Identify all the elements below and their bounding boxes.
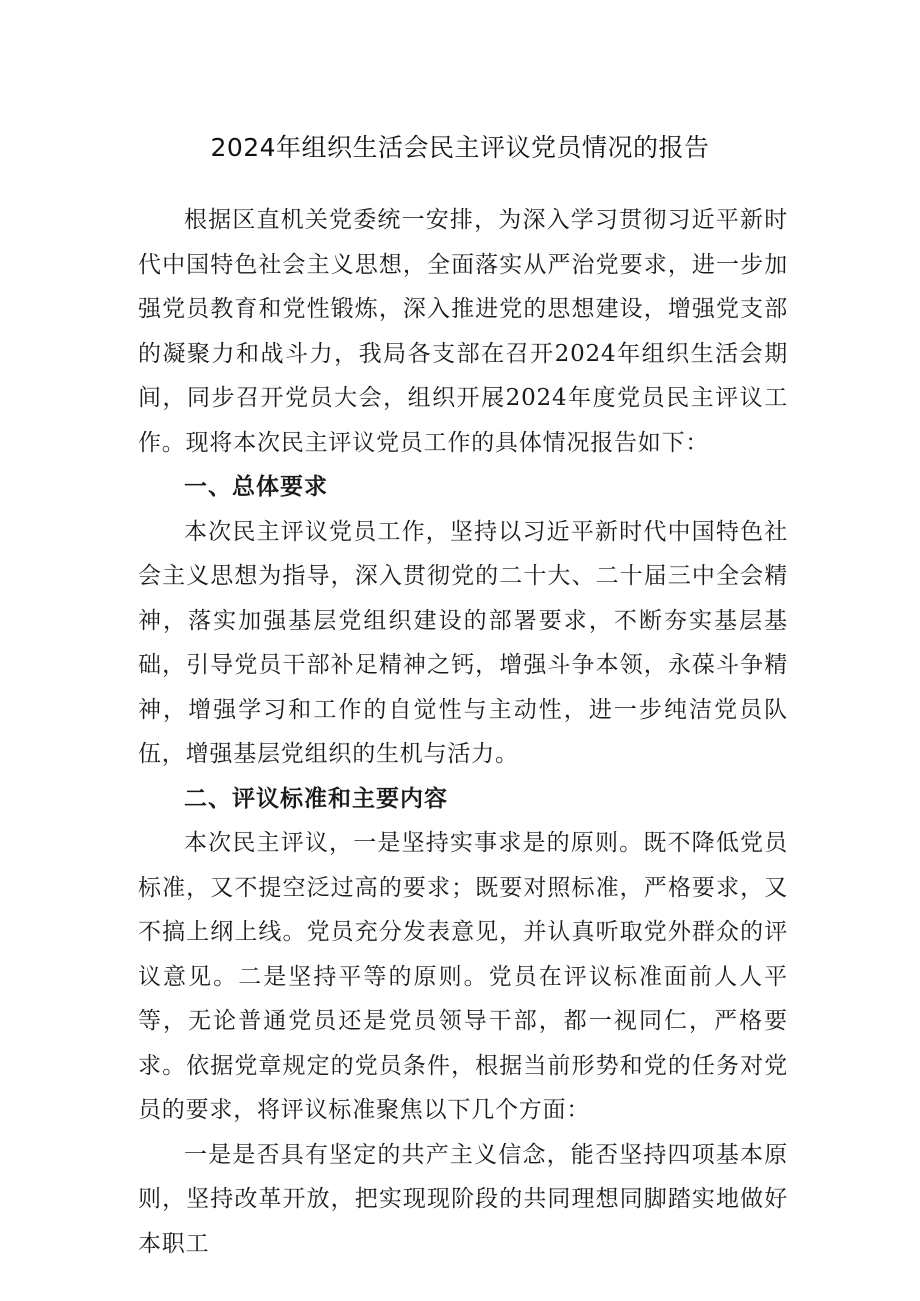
paragraph-intro: 根据区直机关党委统一安排，为深入学习贯彻习近平新时代中国特色社会主义思想，全面落实从严治党要求，进一步加强党员教育和党性锻炼，深入推进党的思想建设，增强党支部的凝聚力和战斗力，我局各支部在召开2024年组织生活会期间，同步召开党员大会，组织开展2024年度党员民主评议工作。现将本次民主评议党员工作的具体情况报告如下： bbox=[138, 207, 788, 456]
section-heading-evaluation-standards: 二、评议标准和主要内容 bbox=[184, 785, 448, 812]
document-title: 2024年组织生活会民主评议党员情况的报告 bbox=[210, 133, 710, 162]
section-heading-general-requirements: 一、总体要求 bbox=[184, 474, 328, 500]
paragraph-evaluation-principles: 本次民主评议，一是坚持实事求是的原则。既不降低党员标准，又不提空泛过高的要求；既要对照标准，严格要求，又不搞上纲上线。党员充分发表意见，并认真听取党外群众的评议意见。二是坚持平等的原则。党员在评议标准面前人人平等，无论普通党员还是党员领导干部，都一视同仁，严格要求。依据党章规定的党员条件，根据当前形势和党的任务对党员的要求，将评议标准聚焦以下几个方面： bbox=[138, 830, 788, 1123]
paragraph-standard-one: 一是是否具有坚定的共产主义信念，能否坚持四项基本原则，坚持改革开放，把实现现阶段的共同理想同脚踏实地做好本职工 bbox=[138, 1141, 788, 1257]
document-body bbox=[138, 198, 788, 1266]
paragraph-general-requirements: 本次民主评议党员工作，坚持以习近平新时代中国特色社会主义思想为指导，深入贯彻党的二十大、二十届三中全会精神，落实加强基层党组织建设的部署要求，不断夯实基层基础，引导党员干部补足精神之钙，增强斗争本领，永葆斗争精神，增强学习和工作的自觉性与主动性，进一步纯洁党员队伍，增强基层党组织的生机与活力。 bbox=[138, 518, 788, 767]
